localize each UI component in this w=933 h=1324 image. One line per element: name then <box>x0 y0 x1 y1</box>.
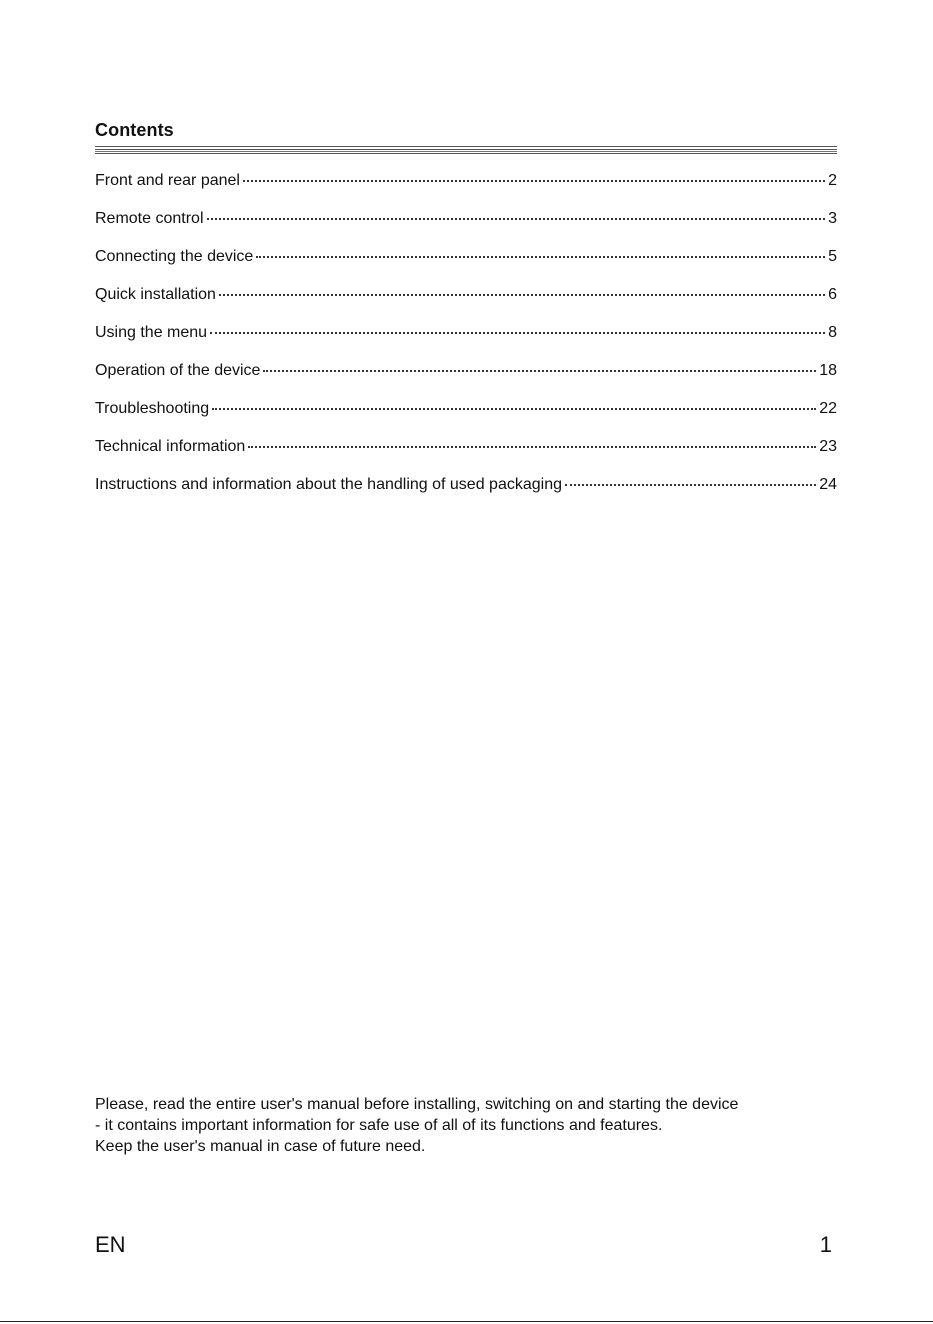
toc-entry-title: Operation of the device <box>95 362 261 379</box>
toc-entry-page: 6 <box>828 286 837 303</box>
table-of-contents <box>95 172 837 514</box>
toc-entry-page: 2 <box>828 172 837 189</box>
dot-leader <box>207 218 826 220</box>
heading-divider <box>95 146 837 154</box>
usage-notice <box>95 1094 855 1157</box>
toc-entry[interactable] <box>95 172 837 210</box>
toc-entry-page: 3 <box>828 210 837 227</box>
dot-leader <box>212 408 816 410</box>
page-edge-line <box>0 1321 933 1322</box>
contents-heading: Contents <box>95 120 174 140</box>
toc-entry-page: 23 <box>819 438 837 455</box>
page-number: 1 <box>819 1232 832 1257</box>
toc-entry[interactable] <box>95 362 837 400</box>
notice-line: Please, read the entire user's manual before installing, switching on and starting the device <box>95 1096 739 1113</box>
dot-leader <box>243 180 825 182</box>
dot-leader <box>210 332 825 334</box>
toc-entry-page: 18 <box>819 362 837 379</box>
toc-entry-title: Connecting the device <box>95 248 254 265</box>
notice-line: Keep the user's manual in case of future need. <box>95 1138 426 1155</box>
toc-entry[interactable] <box>95 210 837 248</box>
toc-entry-title: Using the menu <box>95 324 208 341</box>
toc-entry-page: 22 <box>819 400 837 417</box>
toc-entry-title: Troubleshooting <box>95 400 210 417</box>
toc-entry[interactable] <box>95 438 837 476</box>
dot-leader <box>219 294 825 296</box>
notice-line: - it contains important information for safe use of all of its functions and features. <box>95 1117 663 1134</box>
toc-entry[interactable] <box>95 286 837 324</box>
toc-entry[interactable] <box>95 400 837 438</box>
toc-entry[interactable] <box>95 324 837 362</box>
toc-entry[interactable] <box>95 248 837 286</box>
dot-leader <box>248 446 816 448</box>
language-code: EN <box>95 1232 126 1257</box>
toc-entry-title: Instructions and information about the handling of used packaging <box>95 476 562 493</box>
dot-leader <box>565 484 816 486</box>
toc-entry-title: Quick installation <box>95 286 216 303</box>
dot-leader <box>256 256 825 258</box>
dot-leader <box>263 370 816 372</box>
toc-entry-title: Technical information <box>95 438 246 455</box>
toc-entry-page: 8 <box>828 324 837 341</box>
toc-entry-page: 5 <box>828 248 837 265</box>
toc-entry-page: 24 <box>819 476 837 493</box>
toc-entry-title: Remote control <box>95 210 204 227</box>
toc-entry[interactable] <box>95 476 837 514</box>
toc-entry-title: Front and rear panel <box>95 172 240 189</box>
